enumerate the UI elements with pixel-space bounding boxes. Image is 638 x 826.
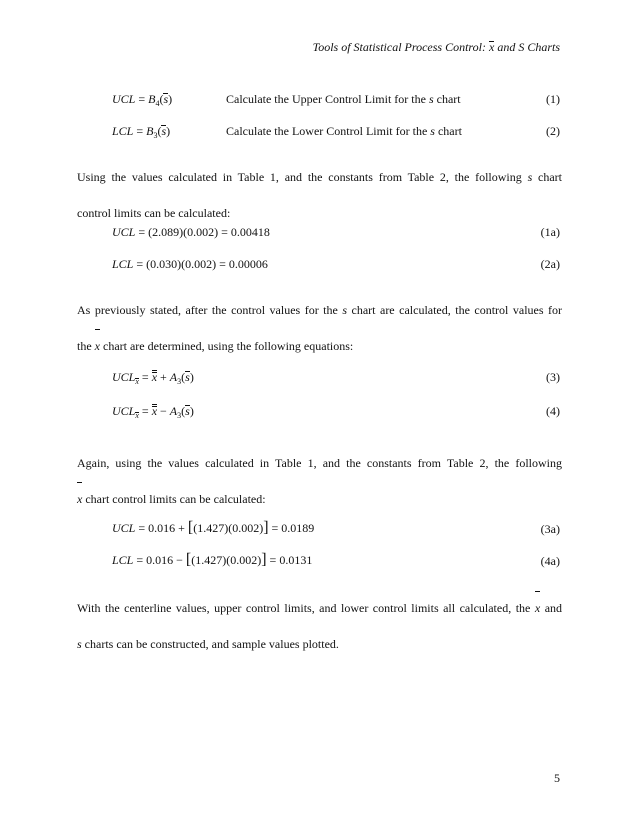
- eq-coef: A: [169, 370, 178, 384]
- para-text: chart: [538, 170, 563, 184]
- eq-coef-sub: 3: [153, 131, 158, 140]
- running-header: [313, 40, 560, 55]
- calc-pre: = 0.016 −: [136, 553, 183, 567]
- para-text: Using the values calculated in Table 1, and the constants from Table 2, the following: [77, 170, 522, 184]
- eq-op: +: [160, 370, 167, 384]
- eq-sbar: s: [185, 370, 190, 384]
- paragraph-3: [77, 445, 562, 517]
- calc-inner: (1.427)(0.002): [191, 553, 262, 567]
- desc-text-end: chart: [436, 92, 461, 106]
- eq-coef-sub: 4: [155, 99, 160, 108]
- open-bracket: [: [187, 519, 194, 536]
- equation-number-3: (3): [546, 370, 560, 384]
- page-number: 5: [554, 771, 560, 785]
- equation-ucl-s: UCL = $B_4(s)$: [112, 92, 173, 108]
- xbar-symbol: x: [77, 481, 82, 517]
- equation-number-4a: (4a): [540, 554, 560, 568]
- eq-coef-sub: 3: [177, 411, 182, 420]
- paragraph-1: [77, 159, 562, 231]
- para-text: With the centerline values, upper control limits, and lower control limits all calculated, the: [77, 601, 531, 615]
- x-double-bar: x: [151, 404, 158, 418]
- desc-text: Calculate the Lower Control Limit for the: [226, 124, 428, 138]
- paragraph-line: [77, 481, 562, 517]
- calc-post: = 0.0189: [271, 521, 315, 535]
- equation-ucl-s-description: [226, 92, 461, 107]
- eq-coef: B: [148, 92, 156, 106]
- para-text: chart control limits can be calculated:: [85, 492, 266, 506]
- header-title-prefix: Tools of Statistical Process Control:: [312, 40, 486, 54]
- calc-expr: = (0.030)(0.002) = 0.00006: [136, 257, 268, 271]
- xbar-symbol: x: [535, 590, 540, 626]
- equation-number-1a: (1a): [540, 225, 560, 239]
- close-bracket: ]: [263, 519, 269, 536]
- equation-lcl-s: LCL = $B_3(s)$: [112, 124, 171, 140]
- calc-lhs: LCL: [112, 553, 134, 567]
- equation-number-2a: (2a): [540, 257, 560, 271]
- calc-lhs: UCL: [112, 521, 136, 535]
- calc-ucl-x: [112, 519, 314, 537]
- header-xbar-symbol: x: [488, 40, 495, 54]
- equation-ucl-x: $UCL_x = x + A_3(s)$: [112, 370, 194, 386]
- x-double-bar: x: [151, 370, 158, 384]
- paragraph-line: [77, 626, 562, 662]
- eq-lhs: LCL: [112, 124, 134, 138]
- desc-text: Calculate the Upper Control Limit for the: [226, 92, 426, 106]
- eq-sbar: s: [163, 92, 169, 106]
- para-var: s: [77, 637, 82, 651]
- header-title-and: and: [497, 40, 516, 54]
- paragraph-line: [77, 328, 562, 364]
- calc-lcl-s: [112, 257, 268, 272]
- para-text: charts can be constructed, and sample values plotted.: [84, 637, 339, 651]
- paragraph-line: [77, 590, 562, 626]
- eq-lhs-sub: x: [135, 377, 139, 386]
- eq-sbar: s: [185, 404, 190, 418]
- paragraph-line: [77, 292, 562, 328]
- desc-text-end: chart: [437, 124, 462, 138]
- eq-coef: A: [169, 404, 178, 418]
- equation-lcl-x: $UCL_x = x - A_3(s)$: [112, 404, 194, 420]
- close-bracket: ]: [261, 551, 267, 568]
- calc-post: = 0.0131: [269, 553, 313, 567]
- para-var: s: [527, 170, 533, 184]
- calc-lhs: UCL: [112, 225, 136, 239]
- equation-number-1: (1): [546, 92, 560, 106]
- equation-number-4: (4): [546, 404, 560, 418]
- calc-lhs: LCL: [112, 257, 134, 271]
- para-text: As previously stated, after the control values for the: [77, 303, 338, 317]
- para-text: the: [77, 339, 92, 353]
- paragraph-2: [77, 292, 562, 364]
- header-s-symbol: S: [518, 40, 525, 54]
- paragraph-4: [77, 590, 562, 662]
- para-text: and: [544, 601, 563, 615]
- open-bracket: [: [185, 551, 192, 568]
- calc-expr: = (2.089)(0.002) = 0.00418: [138, 225, 270, 239]
- paragraph-line: control limits can be calculated:: [77, 206, 231, 220]
- eq-lhs: UCL: [112, 92, 136, 106]
- calc-ucl-s: [112, 225, 270, 240]
- eq-lhs: UCL: [112, 404, 136, 418]
- para-text: chart are determined, using the following equations:: [103, 339, 354, 353]
- eq-coef-sub: 3: [177, 377, 182, 386]
- calc-pre: = 0.016 +: [138, 521, 185, 535]
- para-text: chart are calculated, the control values for: [351, 303, 563, 317]
- calc-inner: (1.427)(0.002): [193, 521, 264, 535]
- desc-var: s: [428, 92, 434, 106]
- eq-lhs: UCL: [112, 370, 136, 384]
- eq-sbar: s: [161, 124, 167, 138]
- calc-lcl-x: [112, 551, 312, 569]
- equation-lcl-s-description: [226, 124, 462, 139]
- header-title-suffix: Charts: [527, 40, 560, 54]
- xbar-symbol: x: [95, 328, 100, 364]
- paragraph-line: [77, 159, 562, 195]
- eq-lhs-sub: x: [135, 411, 139, 420]
- desc-var: s: [430, 124, 435, 138]
- equation-number-2: (2): [546, 124, 560, 138]
- paragraph-line: Again, using the values calculated in Table 1, and the constants from Table 2, the following: [77, 456, 562, 470]
- eq-op: −: [160, 404, 167, 418]
- equation-number-3a: (3a): [540, 522, 560, 536]
- para-var: s: [342, 303, 348, 317]
- eq-coef: B: [146, 124, 154, 138]
